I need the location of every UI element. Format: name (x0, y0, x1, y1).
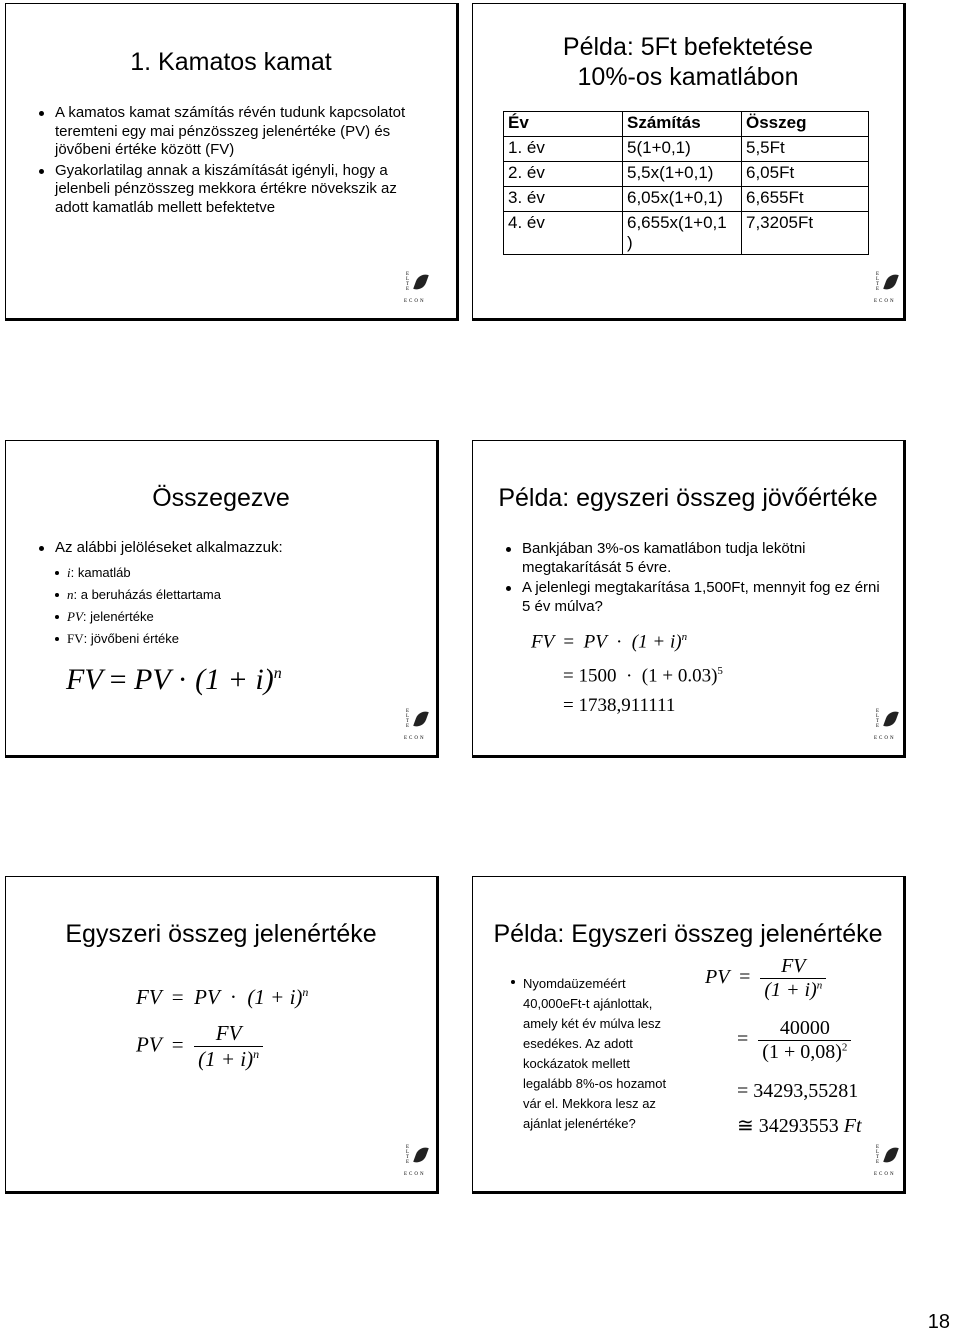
table-header-row (504, 112, 869, 137)
leaf-icon (883, 1145, 899, 1165)
formula-step-2: = 34293,55281 (737, 1080, 859, 1102)
table-cell: 5,5x(1+0,1) (623, 162, 742, 187)
bullet-list (509, 974, 684, 1140)
table-cell: 6,655Ft (742, 187, 869, 212)
slide-5 (5, 876, 439, 1194)
leaf-icon (883, 709, 899, 729)
table-cell: 6,655x(1+0,1 ) (623, 212, 742, 255)
slide-title: Egyszeri összeg jelenértéke (65, 920, 377, 948)
list-item: n: a beruházás élettartama (53, 587, 413, 603)
leaf-icon (413, 272, 429, 292)
slide-title: Példa: Egyszeri összeg jelenértéke (493, 920, 883, 948)
table-cell: 6,05Ft (742, 162, 869, 187)
list-item: PV: jelenértéke (53, 609, 413, 625)
elte-econ-logo: E L T E ECON (406, 272, 432, 306)
page-number: 18 (927, 1311, 950, 1333)
elte-econ-logo: E L T E ECON (876, 709, 902, 743)
slide-1 (5, 3, 459, 321)
bullet-list (504, 540, 884, 618)
table-header: Számítás (623, 112, 742, 137)
table-cell: 2. év (504, 162, 623, 187)
table-header: Összeg (742, 112, 869, 137)
list-item: A jelenlegi megtakarítása 1,500Ft, mennyit fog ez érni 5 év múlva? (504, 579, 884, 616)
leaf-icon (413, 709, 429, 729)
table-row (504, 162, 869, 187)
table-row (504, 187, 869, 212)
formula-fv: FV = PV · $(1 + i)^n$ (531, 631, 688, 653)
slide-title: Példa: 5Ft befektetése 10%-os kamatlábon (562, 33, 814, 91)
elte-econ-logo: E L T E ECON (876, 272, 902, 306)
table-cell: 7,3205Ft (742, 212, 869, 255)
table-row (504, 212, 869, 255)
slide-title: 1. Kamatos kamat (130, 48, 332, 76)
list-item: Nyomdaüzeméért 40,000eFt-t ajánlottak, amely két év múlva lesz esedékes. Az adott kockázatok mellett legalább 8%-os hozamot vár el. Mekkora lesz az ajánlat jelenértéke? (509, 974, 684, 1134)
slide-3 (5, 440, 439, 758)
formula-step-1: = $\frac{40000}{(1 + 0,08)^2}$ (737, 1017, 851, 1064)
formula-fv: FV = PV · $(1 + i)^n$ (136, 985, 309, 1009)
list-item: FV: jövőbeni értéke (53, 631, 413, 647)
elte-econ-logo: E L T E ECON (406, 709, 432, 743)
formula-fv: FV = PV · $(1 + i)^n$ (66, 663, 282, 696)
list-item: Az alábbi jelöléseket alkalmazzuk: (37, 539, 417, 558)
formula-step-1: = $1500 \cdot (1 + 0.03)^5$ (563, 665, 723, 687)
leaf-icon (883, 272, 899, 292)
formula-result: ≅ 34293553 Ft (737, 1115, 862, 1137)
elte-econ-logo: E L T E ECON (876, 1145, 902, 1179)
table-cell: 5,5Ft (742, 137, 869, 162)
list-item: i: kamatláb (53, 565, 413, 581)
definition-list (53, 565, 413, 653)
formula-pv: PV = $\frac{FV}{(1 + i)^n}$ (136, 1021, 263, 1072)
list-item: Gyakorlatilag annak a kiszámítását igényli, hogy a jelenbeli pénzösszeg mekkora értékre növekszik az adott kamatláb mellett befektetve (37, 162, 417, 218)
list-item: A kamatos kamat számítás révén tudunk kapcsolatot teremteni egy mai pénzösszeg jelenértéke (PV) és jövőbeni értéke között (FV) (37, 104, 417, 160)
formula-pv: PV = $\frac{FV}{(1 + i)^n}$ (705, 955, 826, 1002)
leaf-icon (413, 1145, 429, 1165)
elte-econ-logo: E L T E ECON (406, 1145, 432, 1179)
bullet-list (37, 104, 417, 219)
slide-6 (472, 876, 906, 1194)
table-cell: 3. év (504, 187, 623, 212)
list-item: Bankjában 3%-os kamatlábon tudja lekötni megtakarítását 5 évre. (504, 540, 884, 577)
data-table (503, 111, 869, 255)
table-cell: 1. év (504, 137, 623, 162)
table-header: Év (504, 112, 623, 137)
slide-2 (472, 3, 906, 321)
slide-4 (472, 440, 906, 758)
slide-title: Összegezve (152, 484, 290, 512)
table-cell: 5(1+0,1) (623, 137, 742, 162)
formula-result: = 1738,911111 (563, 695, 676, 716)
table-row (504, 137, 869, 162)
table-cell: 4. év (504, 212, 623, 255)
table-cell: 6,05x(1+0,1) (623, 187, 742, 212)
slide-title: Példa: egyszeri összeg jövőértéke (498, 484, 878, 512)
bullet-list (37, 539, 417, 560)
